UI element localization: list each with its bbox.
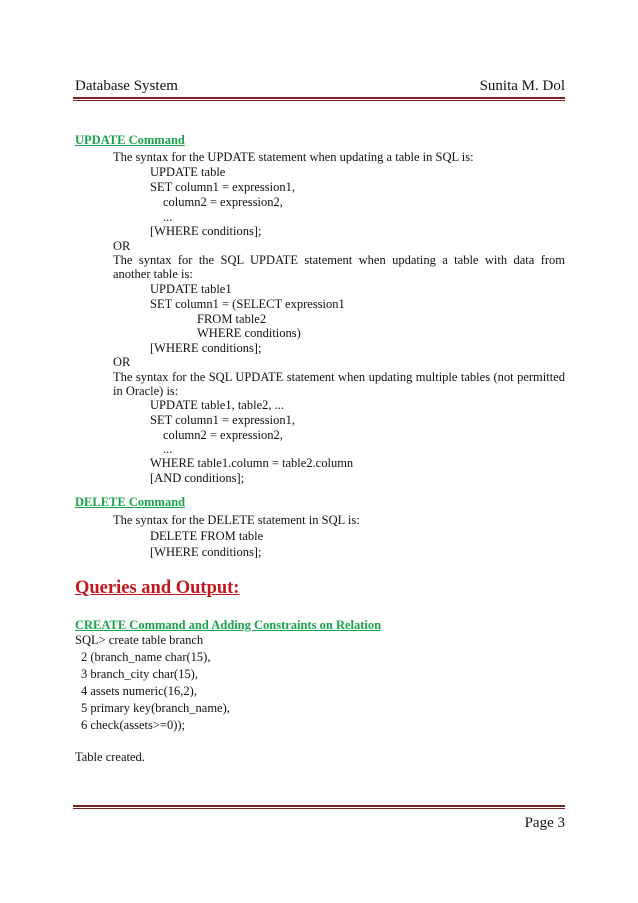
- sql-line: 4 assets numeric(16,2),: [81, 684, 197, 698]
- header-rule-thin: [73, 100, 565, 101]
- queries-heading: Queries and Output:: [75, 578, 240, 598]
- code-line: SET column1 = expression1,: [150, 180, 296, 194]
- sql-line: SQL> create table branch: [75, 633, 204, 647]
- code-line: ...: [163, 442, 173, 456]
- update-intro-2-cont: another table is:: [113, 267, 193, 281]
- sql-result: Table created.: [75, 750, 145, 764]
- footer-rule: [73, 805, 565, 807]
- code-line: column2 = expression2,: [163, 195, 283, 209]
- sql-line: 3 branch_city char(15),: [81, 667, 198, 681]
- code-line: DELETE FROM table: [150, 529, 264, 543]
- code-line: UPDATE table: [150, 165, 226, 179]
- code-line: [AND conditions];: [150, 471, 245, 485]
- code-line: column2 = expression2,: [163, 428, 283, 442]
- code-line: ...: [163, 210, 173, 224]
- code-line: UPDATE table1: [150, 282, 232, 296]
- update-intro-3-cont: in Oracle) is:: [113, 384, 179, 398]
- sql-line: 5 primary key(branch_name),: [81, 701, 230, 715]
- code-line: WHERE table1.column = table2.column: [150, 456, 354, 470]
- or-label: OR: [113, 239, 131, 253]
- sql-line: 2 (branch_name char(15),: [81, 650, 211, 664]
- code-line: [WHERE conditions];: [150, 224, 262, 238]
- footer-rule-thin: [73, 808, 565, 809]
- sql-line: 6 check(assets>=0));: [81, 718, 185, 732]
- update-intro-2: The syntax for the SQL UPDATE statement when updating a table with data from: [113, 253, 565, 267]
- update-heading: UPDATE Command: [75, 133, 185, 147]
- code-line: WHERE conditions): [197, 326, 301, 340]
- code-line: UPDATE table1, table2, ...: [150, 398, 285, 412]
- create-subheading: CREATE Command and Adding Constraints on Relation: [75, 618, 382, 632]
- code-line: [WHERE conditions];: [150, 341, 262, 355]
- header-title: Database System: [75, 78, 178, 94]
- header-rule: [73, 97, 565, 99]
- code-line: [WHERE conditions];: [150, 545, 262, 559]
- update-intro: The syntax for the UPDATE statement when updating a table in SQL is:: [113, 150, 474, 164]
- code-line: SET column1 = expression1,: [150, 413, 296, 427]
- or-label: OR: [113, 355, 131, 369]
- delete-intro: The syntax for the DELETE statement in SQL is:: [113, 513, 360, 527]
- code-line: FROM table2: [197, 312, 267, 326]
- header-author: Sunita M. Dol: [479, 78, 565, 94]
- code-line: SET column1 = (SELECT expression1: [150, 297, 345, 311]
- update-intro-3: The syntax for the SQL UPDATE statement when updating multiple tables (not permitted: [113, 370, 565, 384]
- page-number: Page 3: [524, 815, 565, 831]
- delete-heading: DELETE Command: [75, 495, 186, 509]
